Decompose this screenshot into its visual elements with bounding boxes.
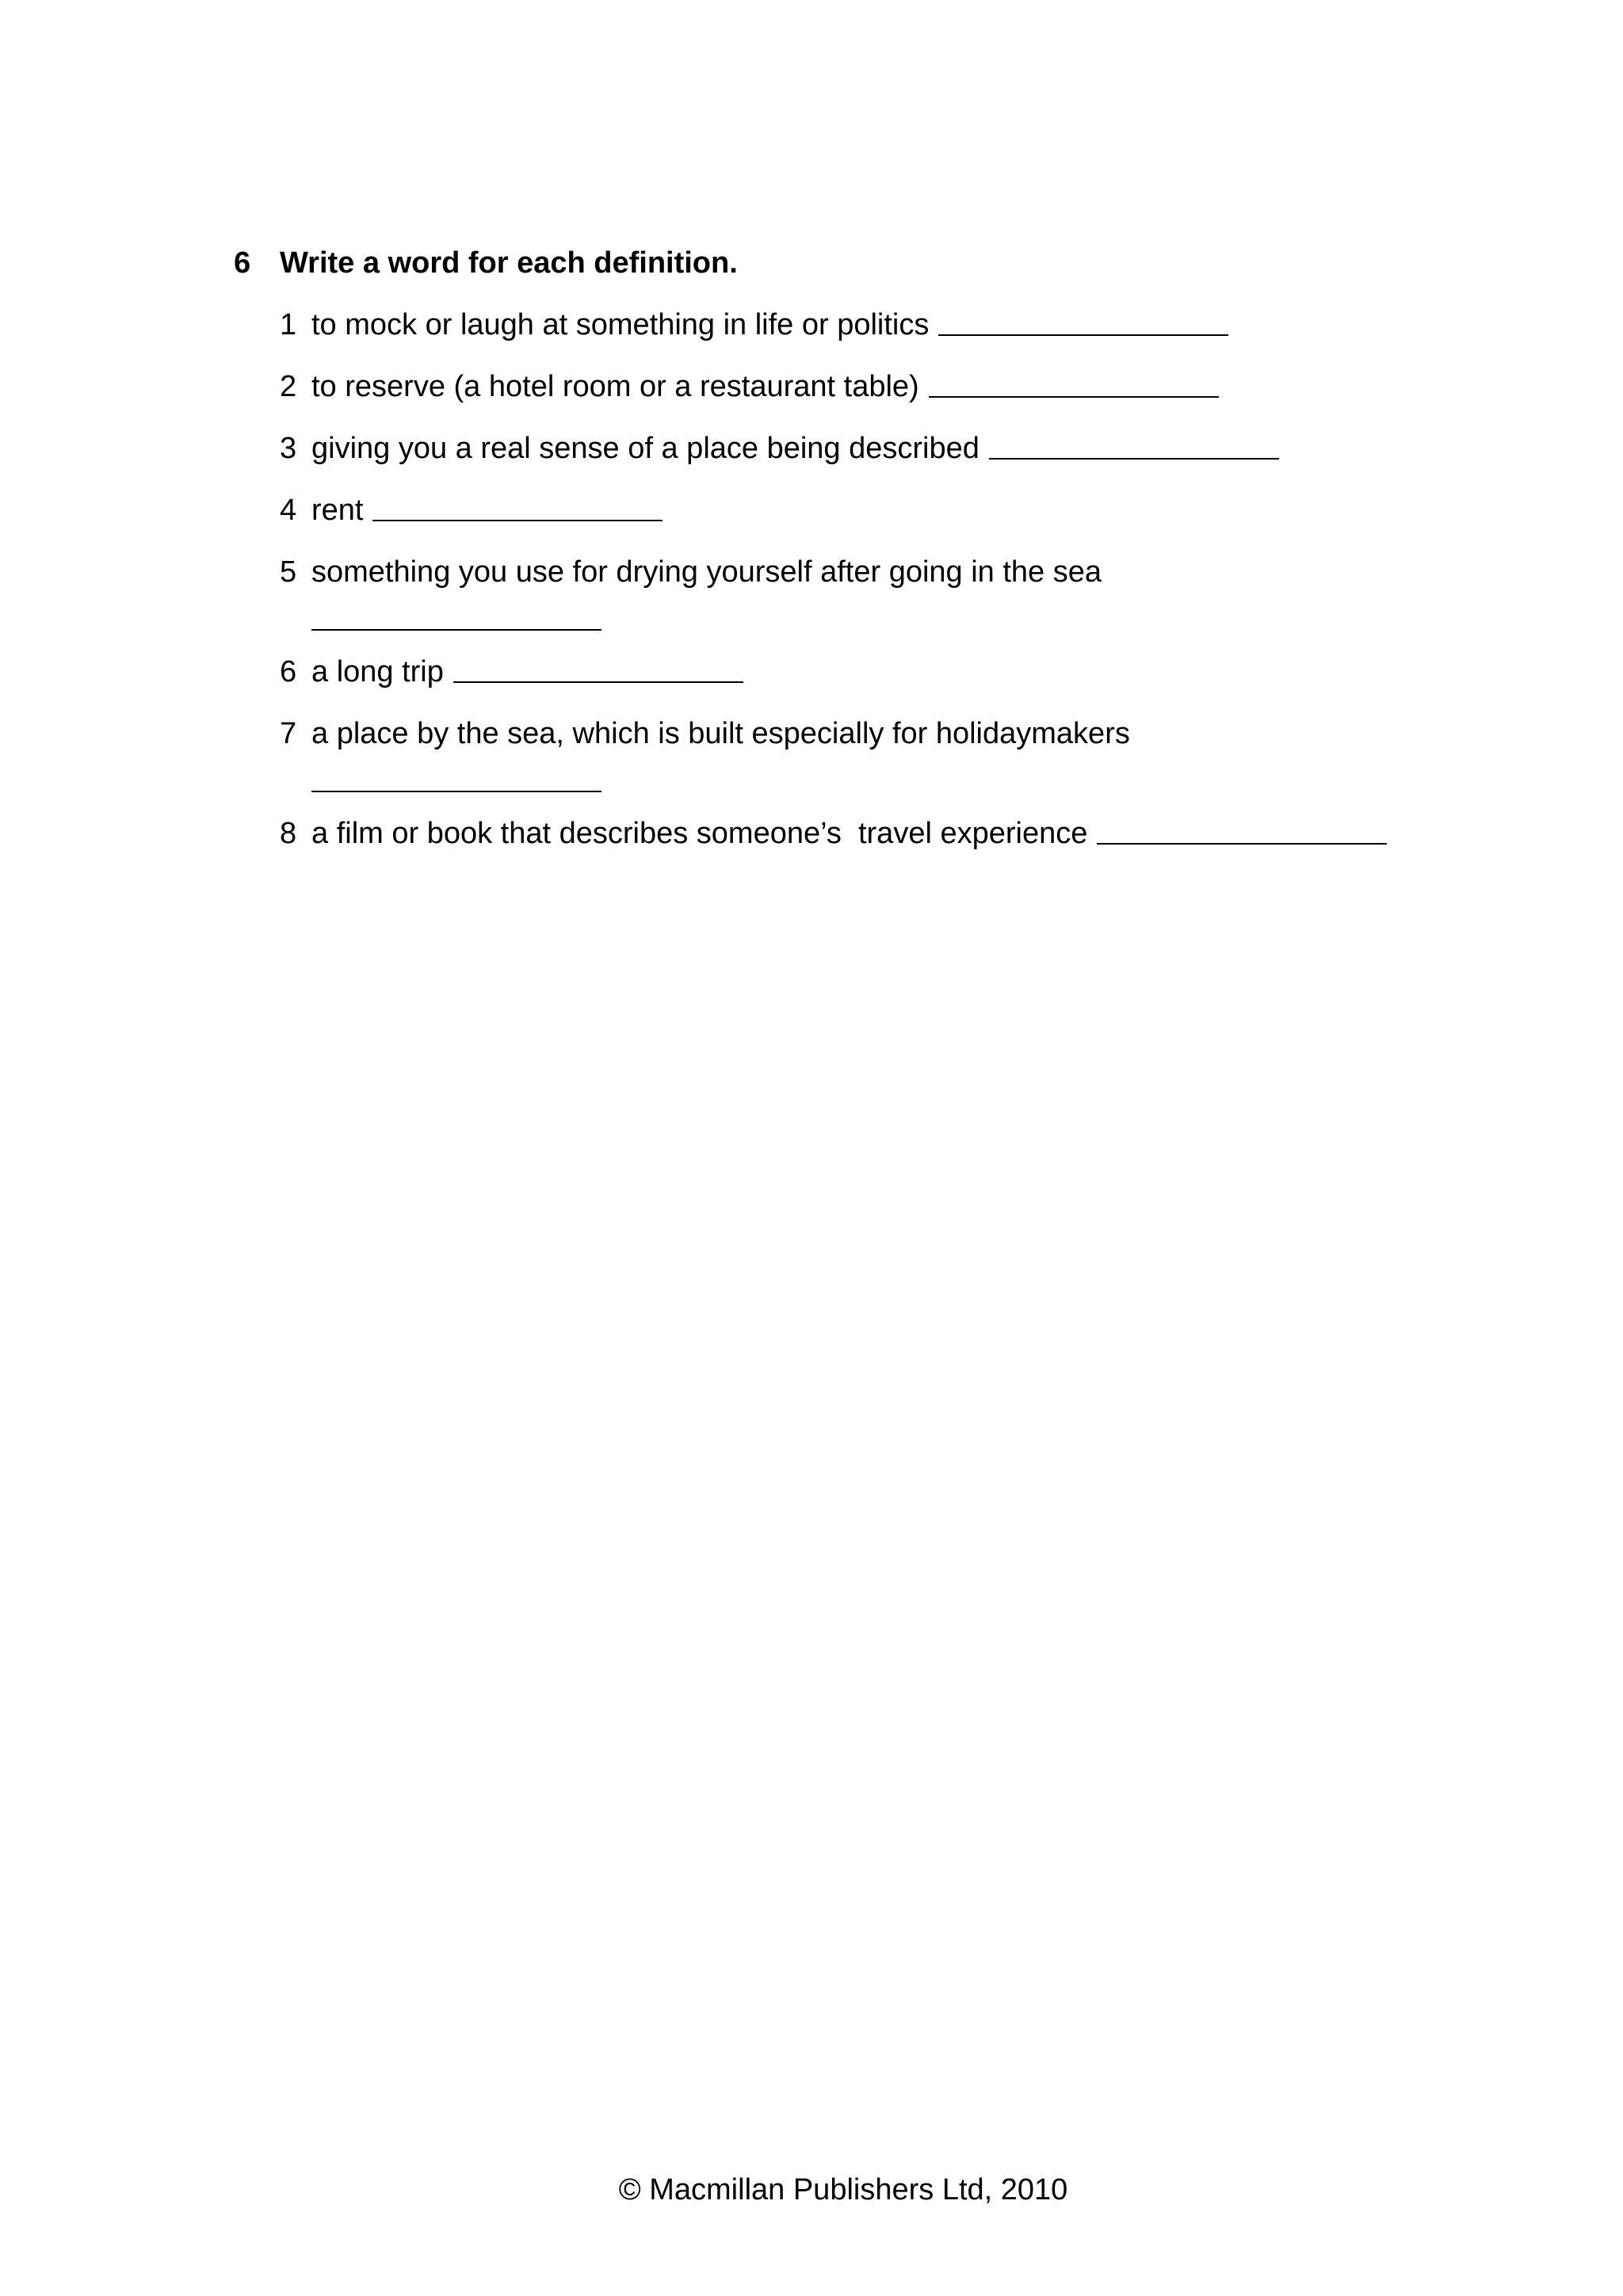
list-item <box>280 366 1423 407</box>
answer-blank[interactable] <box>372 520 663 521</box>
item-definition: rent <box>311 494 364 527</box>
item-number: 7 <box>280 717 297 750</box>
answer-blank[interactable] <box>1097 843 1387 845</box>
item-number: 5 <box>280 555 297 589</box>
list-item <box>280 428 1423 469</box>
item-number: 6 <box>280 655 297 688</box>
item-definition: something you use for drying yourself after going in the sea <box>311 555 1102 589</box>
item-number: 2 <box>280 370 297 403</box>
item-number: 1 <box>280 308 297 341</box>
answer-blank[interactable] <box>453 681 743 683</box>
copyright-footer: © Macmillan Publishers Ltd, 2010 <box>618 2173 1068 2206</box>
exercise-instruction: Write a word for each definition. <box>280 246 738 280</box>
item-definition: a film or book that describes someone’s travel experience <box>311 817 1088 850</box>
item-definition: to reserve (a hotel room or a restaurant table) <box>311 370 919 403</box>
exercise-header <box>234 242 1423 284</box>
item-definition: a place by the sea, which is built especially for holidaymakers <box>311 717 1130 750</box>
list-item <box>280 304 1423 345</box>
item-definition: to mock or laugh at something in life or politics <box>311 308 930 341</box>
item-number: 8 <box>280 817 297 850</box>
list-item <box>280 490 1423 531</box>
list-item <box>280 813 1423 854</box>
definition-list <box>280 304 1423 854</box>
list-item <box>280 651 1423 692</box>
item-number: 4 <box>280 494 297 527</box>
list-item <box>280 713 1423 792</box>
answer-blank[interactable] <box>311 629 601 631</box>
answer-blank[interactable] <box>938 334 1228 336</box>
answer-blank[interactable] <box>989 458 1279 460</box>
list-item <box>280 551 1423 631</box>
exercise-section <box>234 242 1423 854</box>
answer-blank[interactable] <box>311 791 601 792</box>
item-number: 3 <box>280 432 297 465</box>
item-definition: giving you a real sense of a place being described <box>311 432 980 465</box>
answer-blank[interactable] <box>929 396 1219 398</box>
exercise-number: 6 <box>234 246 251 280</box>
item-definition: a long trip <box>311 655 444 688</box>
